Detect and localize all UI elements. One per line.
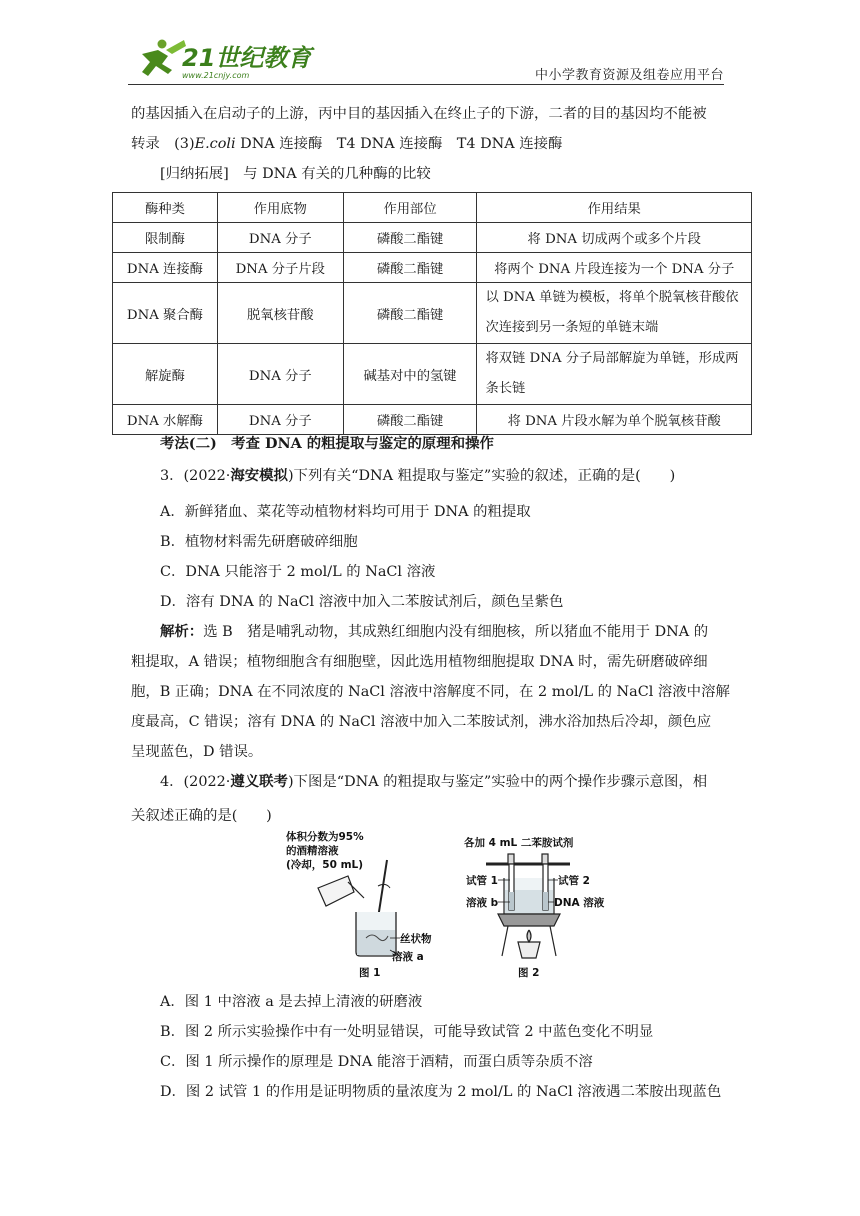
table-cell: DNA 连接酶	[113, 253, 218, 283]
runner-icon	[142, 40, 186, 77]
table-cell: 将 DNA 片段水解为单个脱氧核苷酸	[477, 405, 752, 435]
figure-2-diphenylamine-test	[458, 834, 618, 982]
table-cell: DNA 分子	[217, 223, 343, 253]
table-header: 作用结果	[477, 193, 752, 223]
table-cell: 磷酸二酯键	[343, 223, 477, 253]
q4-option-b: B．图 2 所示实验操作中有一处明显错误，可能导致试管 2 中蓝色变化不明显	[160, 1024, 654, 1040]
fig1-label-volume: (冷却，50 mL)	[286, 859, 363, 871]
table-row	[113, 223, 752, 253]
table-header-row	[113, 193, 752, 223]
q3-analysis-line-4: 度最高，C 错误；溶有 DNA 的 NaCl 溶液中加入二苯胺试剂，沸水浴加热后冷却，颜色应	[131, 714, 712, 730]
fig2-caption: 图 2	[518, 967, 540, 979]
intro-line-2: 转录 (3)E.coli DNA 连接酶 T4 DNA 连接酶 T4 DNA 连接酶	[131, 136, 563, 152]
logo-text: 21世纪教育	[182, 44, 312, 72]
table-cell: 将 DNA 切成两个或多个片段	[477, 223, 752, 253]
fig2-label-reagent: 各加 4 mL 二苯胺试剂	[464, 837, 574, 849]
table-cell: 将两个 DNA 片段连接为一个 DNA 分子	[477, 253, 752, 283]
fig1-label-silk: 丝状物	[400, 933, 432, 945]
table-cell: DNA 分子	[217, 405, 343, 435]
table-header: 作用底物	[217, 193, 343, 223]
q3-option-a: A．新鲜猪血、菜花等动植物材料均可用于 DNA 的粗提取	[160, 504, 531, 520]
enzyme-comparison-table	[112, 192, 752, 435]
header-divider	[128, 84, 724, 85]
table-cell: 将双链 DNA 分子局部解旋为单链，形成两条长链	[477, 344, 752, 405]
question-3-stem: 3．(2022·海安模拟)下列有关“DNA 粗提取与鉴定”实验的叙述，正确的是( )	[160, 467, 676, 484]
table-row	[113, 283, 752, 344]
q4-option-a: A．图 1 中溶液 a 是去掉上清液的研磨液	[160, 994, 423, 1010]
q3-analysis-line-1: 解析：选 B 猪是哺乳动物，其成熟红细胞内没有细胞核，所以猪血不能用于 DNA 的	[160, 623, 709, 640]
table-cell: DNA 聚合酶	[113, 283, 218, 344]
table-cell: DNA 分子	[217, 344, 343, 405]
fig2-label-tube1: 试管 1	[466, 875, 498, 887]
q4-option-c: C．图 1 所示操作的原理是 DNA 能溶于酒精，而蛋白质等杂质不溶	[160, 1054, 593, 1070]
question-4-stem-line-2: 关叙述正确的是( )	[131, 808, 272, 824]
section-title: 考法(二) 考查 DNA 的粗提取与鉴定的原理和操作	[160, 435, 494, 452]
fig2-label-tube2: 试管 2	[558, 875, 590, 887]
table-cell: 磷酸二酯键	[343, 283, 477, 344]
table-cell: DNA 分子片段	[217, 253, 343, 283]
table-cell: 以 DNA 单链为模板，将单个脱氧核苷酸依次连接到另一条短的单链末端	[477, 283, 752, 344]
table-cell: 限制酶	[113, 223, 218, 253]
q3-option-d: D．溶有 DNA 的 NaCl 溶液中加入二苯胺试剂后，颜色呈紫色	[160, 594, 564, 610]
fig1-label-solution-a: 溶液 a	[392, 951, 424, 963]
question-4-stem: 4．(2022·遵义联考)下图是“DNA 的粗提取与鉴定”实验中的两个操作步骤示意图，相	[160, 773, 708, 790]
table-row	[113, 344, 752, 405]
intro-line-1: 的基因插入在启动子的上游，丙中目的基因插入在终止子的下游，二者的目的基因均不能被	[131, 106, 707, 122]
q3-analysis-line-3: 胞，B 正确；DNA 在不同浓度的 NaCl 溶液中溶解度不同，在 2 mol/L 的 NaCl 溶液中溶解	[131, 684, 730, 700]
logo-url: www.21cnjy.com	[182, 71, 250, 80]
table-header: 酶种类	[113, 193, 218, 223]
q3-analysis-line-2: 粗提取，A 错误；植物细胞含有细胞壁，因此选用植物细胞提取 DNA 时，需先研磨破碎细	[131, 654, 708, 670]
q3-option-b: B．植物材料需先研磨破碎细胞	[160, 534, 358, 550]
table-cell: 磷酸二酯键	[343, 405, 477, 435]
q3-option-c: C．DNA 只能溶于 2 mol/L 的 NaCl 溶液	[160, 564, 436, 580]
q3-analysis-line-5: 呈现蓝色，D 错误。	[131, 744, 263, 760]
table-cell: DNA 水解酶	[113, 405, 218, 435]
table-cell: 碱基对中的氢键	[343, 344, 477, 405]
table-row	[113, 253, 752, 283]
receiving-beaker-icon	[356, 912, 396, 956]
fig2-label-dna-solution: DNA 溶液	[554, 897, 605, 909]
fig2-label-solution-b: 溶液 b	[466, 897, 499, 909]
fig1-label-alcohol-2: 的酒精溶液	[286, 845, 339, 857]
table-cell: 脱氧核苷酸	[217, 283, 343, 344]
site-logo[interactable]	[128, 36, 312, 82]
table-header: 作用部位	[343, 193, 477, 223]
summary-title: [归纳拓展] 与 DNA 有关的几种酶的比较	[160, 166, 431, 182]
fig1-caption: 图 1	[359, 967, 381, 979]
figure-1-alcohol-precipitation	[282, 826, 442, 982]
table-cell: 磷酸二酯键	[343, 253, 477, 283]
table-cell: 解旋酶	[113, 344, 218, 405]
table-row	[113, 405, 752, 435]
q4-option-d: D．图 2 试管 1 的作用是证明物质的量浓度为 2 mol/L 的 NaCl 溶液遇二苯胺出现蓝色	[160, 1084, 722, 1100]
pouring-beaker-icon	[318, 876, 364, 906]
platform-name: 中小学教育资源及组卷应用平台	[535, 68, 725, 83]
fig1-label-alcohol: 体积分数为95%	[286, 831, 364, 843]
